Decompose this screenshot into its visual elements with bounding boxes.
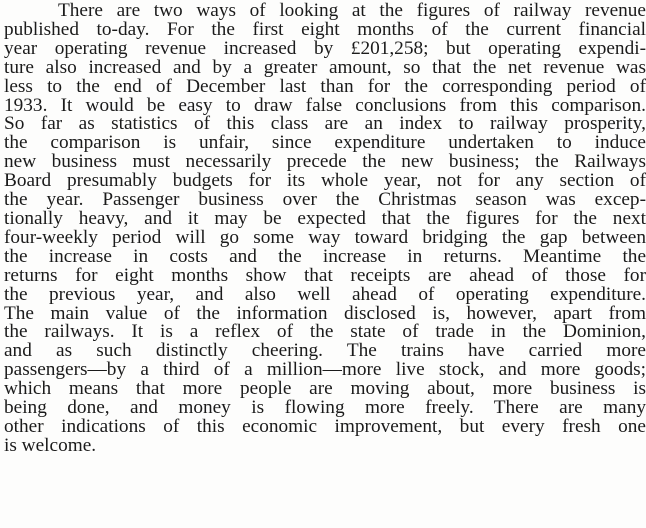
article-line: year operating revenue increased by £201,258; but operating expendi- xyxy=(4,37,646,59)
article-line: the previous year, and also well ahead of operating expenditure. xyxy=(4,283,646,305)
article-line: the year. Passenger business over the Christmas season was excep- xyxy=(4,189,646,211)
article-line: less to the end of December last than for the corresponding period of xyxy=(4,75,646,97)
article-line: 1933. It would be easy to draw false conclusions from this comparison. xyxy=(4,94,646,116)
article-line: passengers—by a third of a million—more live stock, and more goods; xyxy=(4,359,646,381)
article-line: other indications of this economic improvement, but every fresh one xyxy=(4,415,646,437)
article-line: the increase in costs and the increase in returns. Meantime the xyxy=(4,245,646,267)
article-line: the comparison is unfair, since expenditure undertaken to induce xyxy=(4,132,646,154)
article-line: So far as statistics of this class are an index to railway prosperity, xyxy=(4,113,646,135)
article-line: The main value of the information disclosed is, however, apart from xyxy=(4,302,646,324)
article-body xyxy=(4,2,646,456)
article-line: new business must necessarily precede the new business; the Railways xyxy=(4,151,646,173)
article-line: and as such distinctly cheering. The trains have carried more xyxy=(4,340,646,362)
article-line: There are two ways of looking at the figures of railway revenue xyxy=(58,0,646,21)
article-line: Board presumably budgets for its whole year, not for any section of xyxy=(4,170,646,192)
article-line: is welcome. xyxy=(4,434,97,456)
article-line: returns for eight months show that receipts are ahead of those for xyxy=(4,264,646,286)
article-line: four-weekly period will go some way toward bridging the gap between xyxy=(4,226,646,248)
article-line: ture also increased and by a greater amount, so that the net revenue was xyxy=(4,56,646,78)
article-line: tionally heavy, and it may be expected that the figures for the next xyxy=(4,207,646,229)
article-line: being done, and money is flowing more freely. There are many xyxy=(4,397,646,419)
article-line: published to-day. For the first eight months of the current financial xyxy=(4,18,646,40)
article-line: which means that more people are moving about, more business is xyxy=(4,378,646,400)
article-line: the railways. It is a reflex of the state of trade in the Dominion, xyxy=(4,321,646,343)
